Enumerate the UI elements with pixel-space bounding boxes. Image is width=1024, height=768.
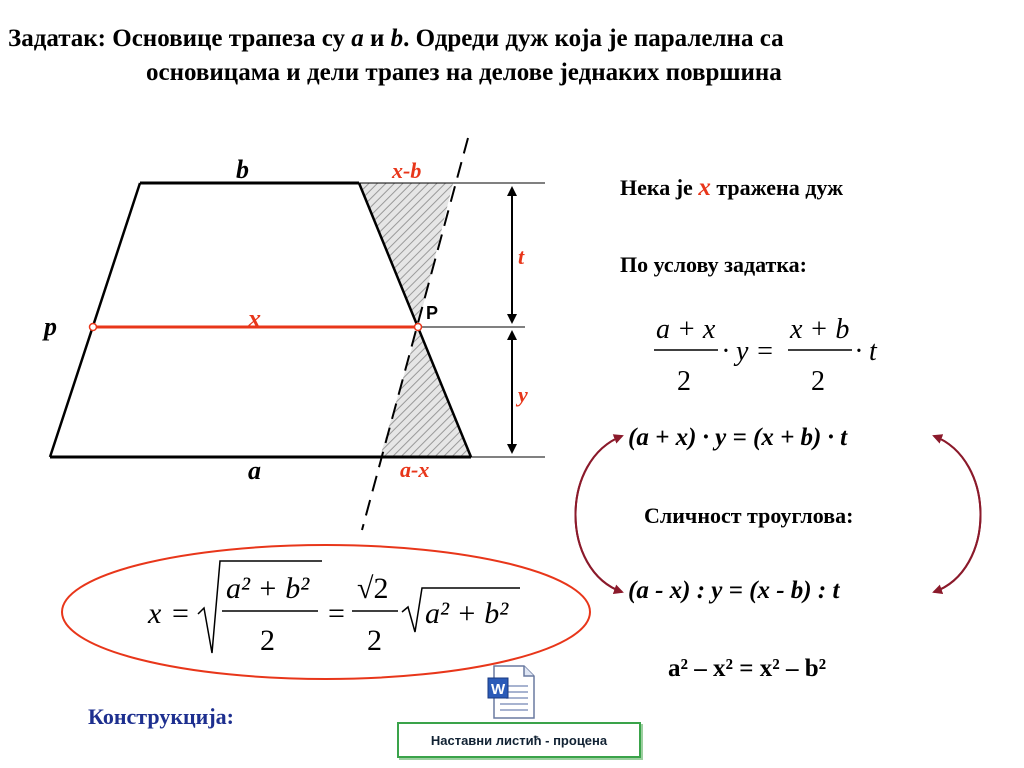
- left-leg: [50, 183, 140, 457]
- worksheet-button[interactable]: [397, 722, 641, 758]
- left-link-arrow: [576, 436, 623, 592]
- frac2-denominator: 2: [811, 366, 825, 397]
- formula-num1: a² + b²: [226, 572, 310, 605]
- label-t: t: [518, 244, 525, 269]
- frac1-denominator: 2: [677, 366, 691, 397]
- by-condition-label: По услову задатка:: [620, 252, 807, 277]
- equation-3: a² – x² = x² – b²: [668, 655, 827, 682]
- label-P: P: [426, 303, 439, 323]
- label-x-minus-b: x-b: [392, 158, 422, 183]
- label-y: y: [518, 382, 528, 407]
- formula-den1: 2: [260, 624, 275, 657]
- area-equation: [654, 314, 878, 397]
- frac1-numerator: a + x: [656, 314, 716, 345]
- point-P: [415, 324, 422, 331]
- label-p: p: [44, 312, 57, 341]
- frac2-numerator: x + b: [790, 314, 850, 345]
- worksheet-button-label: Наставни листић - процена: [430, 732, 608, 748]
- similar-triangles-label: Сличност троуглова:: [644, 503, 854, 528]
- upper-hatched-triangle: [359, 183, 453, 327]
- equation-2: (a - x) : y = (x - b) : t: [628, 577, 840, 604]
- dot-t: · t: [855, 336, 877, 367]
- left-point: [90, 324, 97, 331]
- formula-eq2: =: [328, 597, 345, 630]
- let-x-statement: Нека је x тражена дуж: [620, 174, 844, 201]
- problem-statement-line2: основицама и дели трапез на делове једнаких површина: [146, 59, 782, 86]
- word-document-icon[interactable]: [486, 664, 538, 720]
- label-a: a: [248, 456, 261, 485]
- problem-statement: Задатак: Основице трапеза су a и b. Одреди дуж која је паралелна са основицама и дели трапез на делове једнаких површина: [8, 22, 1018, 90]
- formula-den2: 2: [367, 624, 382, 657]
- formula-x-var: x: [148, 597, 162, 630]
- label-b: b: [236, 155, 249, 184]
- label-x: x: [248, 304, 261, 333]
- formula-num2: √2: [357, 572, 389, 605]
- formula-eq1: =: [172, 597, 189, 630]
- svg-text:W: W: [491, 681, 506, 698]
- dot-y-eq: · y =: [722, 336, 775, 367]
- right-link-arrow: [934, 436, 981, 592]
- label-a-minus-x: a-x: [400, 457, 430, 482]
- formula-radicand: a² + b²: [425, 597, 509, 630]
- formula-ellipse: [62, 545, 590, 679]
- equation-1: (a + x) · y = (x + b) · t: [628, 424, 848, 451]
- formula-x: [147, 561, 520, 657]
- construction-label: Конструкција:: [88, 704, 234, 729]
